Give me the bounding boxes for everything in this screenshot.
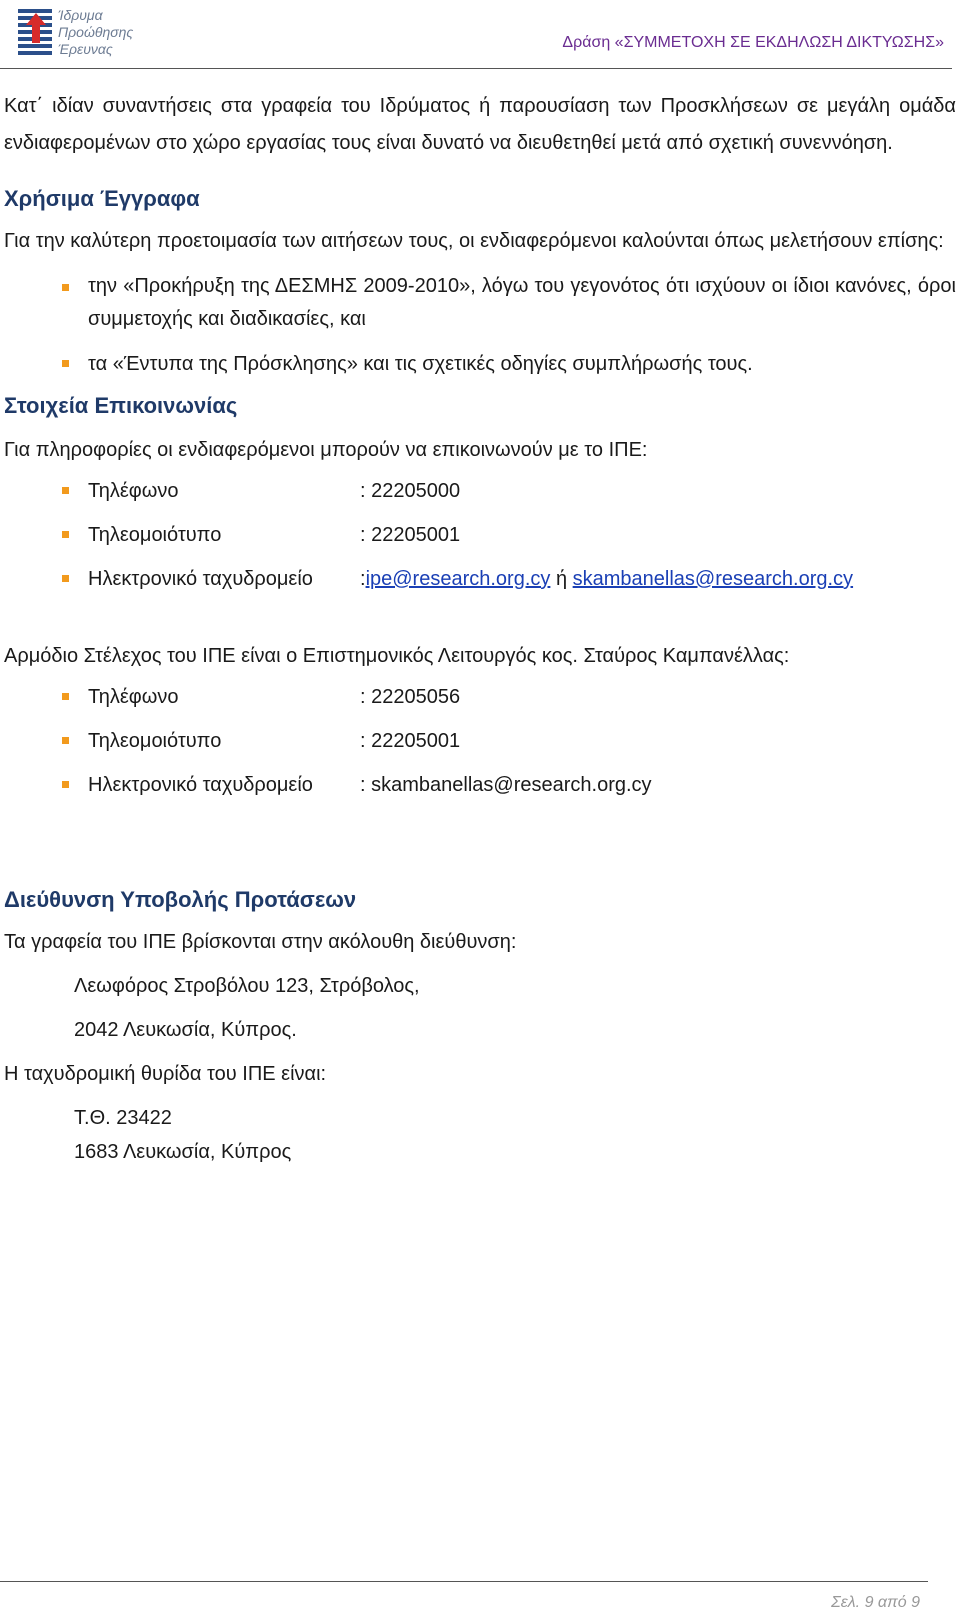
useful-docs-heading: Χρήσιμα Έγγραφα	[4, 186, 200, 211]
contact-value: : 22205001	[360, 524, 461, 546]
officer-row	[4, 763, 956, 807]
header-divider	[0, 68, 952, 69]
useful-docs-text: Για την καλύτερη προετοιμασία των αιτήσεων τους, οι ενδιαφερόμενοι καλούνται όπως μελετήσουν επίσης:	[4, 230, 944, 252]
email-prefix: :	[360, 568, 366, 590]
header-title: Δράση «ΣΥΜΜΕΤΟΧΗ ΣΕ ΕΚΔΗΛΩΣΗ ΔΙΚΤΥΩΣΗΣ»	[562, 34, 944, 51]
email-link-skambanellas[interactable]: skambanellas@research.org.cy	[572, 568, 854, 590]
po-box-line: Τ.Θ. 23422	[74, 1107, 172, 1129]
po-box-text: Η ταχυδρομική θυρίδα του ΙΠΕ είναι:	[4, 1063, 327, 1085]
list-item	[4, 346, 956, 383]
contact-label: Ηλεκτρονικό ταχυδρομείο	[88, 568, 313, 590]
officer-label: Τηλέφωνο	[88, 686, 179, 708]
officer-label: Ηλεκτρονικό ταχυδρομείο	[88, 774, 313, 796]
officer-label: Τηλεομοιότυπο	[88, 730, 222, 752]
list-item	[4, 270, 956, 338]
officer-row	[4, 719, 956, 763]
address-line: 2042 Λευκωσία, Κύπρος.	[74, 1019, 297, 1041]
contact-label: Τηλεομοιότυπο	[88, 524, 222, 546]
officer-value: : 22205056	[360, 686, 461, 708]
po-box-line: 1683 Λευκωσία, Κύπρος	[74, 1141, 292, 1163]
contact-email-value	[360, 557, 853, 601]
contact-row	[4, 469, 956, 513]
intro-paragraph: Κατ΄ ιδίαν συναντήσεις στα γραφεία του Ιδρύματος ή παρουσίαση των Προσκλήσεων σε μεγάλη ομάδα ενδιαφερομένων στο χώρο εργασίας τους είναι δυνατό να διευθετηθεί μετά από σχετική συνεννόηση.	[4, 95, 956, 154]
contact-text: Για πληροφορίες οι ενδιαφερόμενοι μπορούν να επικοινωνούν με το ΙΠΕ:	[4, 439, 648, 461]
logo-line: Ίδρυμα	[58, 7, 103, 23]
officer-text: Αρμόδιο Στέλεχος του ΙΠΕ είναι ο Επιστημονικός Λειτουργός κος. Σταύρος Καμπανέλλας:	[4, 645, 790, 667]
logo-line: Έρευνας	[58, 41, 113, 57]
logo-line: Προώθησης	[58, 24, 134, 40]
useful-docs-list	[4, 270, 956, 383]
officer-value: : 22205001	[360, 730, 461, 752]
page-content	[4, 88, 956, 1167]
address-text: Τα γραφεία του ΙΠΕ βρίσκονται στην ακόλουθη διεύθυνση:	[4, 931, 517, 953]
address-line: Λεωφόρος Στροβόλου 123, Στρόβολος,	[74, 975, 420, 997]
logo-text	[58, 7, 133, 58]
address-heading: Διεύθυνση Υποβολής Προτάσεων	[4, 887, 357, 912]
page-header	[0, 0, 960, 70]
contact-label: Τηλέφωνο	[88, 480, 179, 502]
contact-value: : 22205000	[360, 480, 461, 502]
contact-heading: Στοιχεία Επικοινωνίας	[4, 393, 238, 418]
contact-row-email	[4, 557, 956, 601]
list-item-text: την «Προκήρυξη της ΔΕΣΜΗΣ 2009-2010», λόγω του γεγονότος ότι ισχύουν οι ίδιοι κανόνες, όροι συμμετοχής και διαδικασίες, και	[88, 275, 956, 330]
officer-row	[4, 675, 956, 719]
footer-divider	[0, 1581, 928, 1582]
page-number: Σελ. 9 από 9	[831, 1594, 920, 1611]
email-or: ή	[550, 568, 573, 590]
email-link-ipe[interactable]: ipe@research.org.cy	[365, 568, 551, 590]
contact-row	[4, 513, 956, 557]
list-item-text: τα «Έντυπα της Πρόσκλησης» και τις σχετικές οδηγίες συμπλήρωσής τους.	[88, 353, 753, 375]
officer-value: : skambanellas@research.org.cy	[360, 774, 652, 796]
